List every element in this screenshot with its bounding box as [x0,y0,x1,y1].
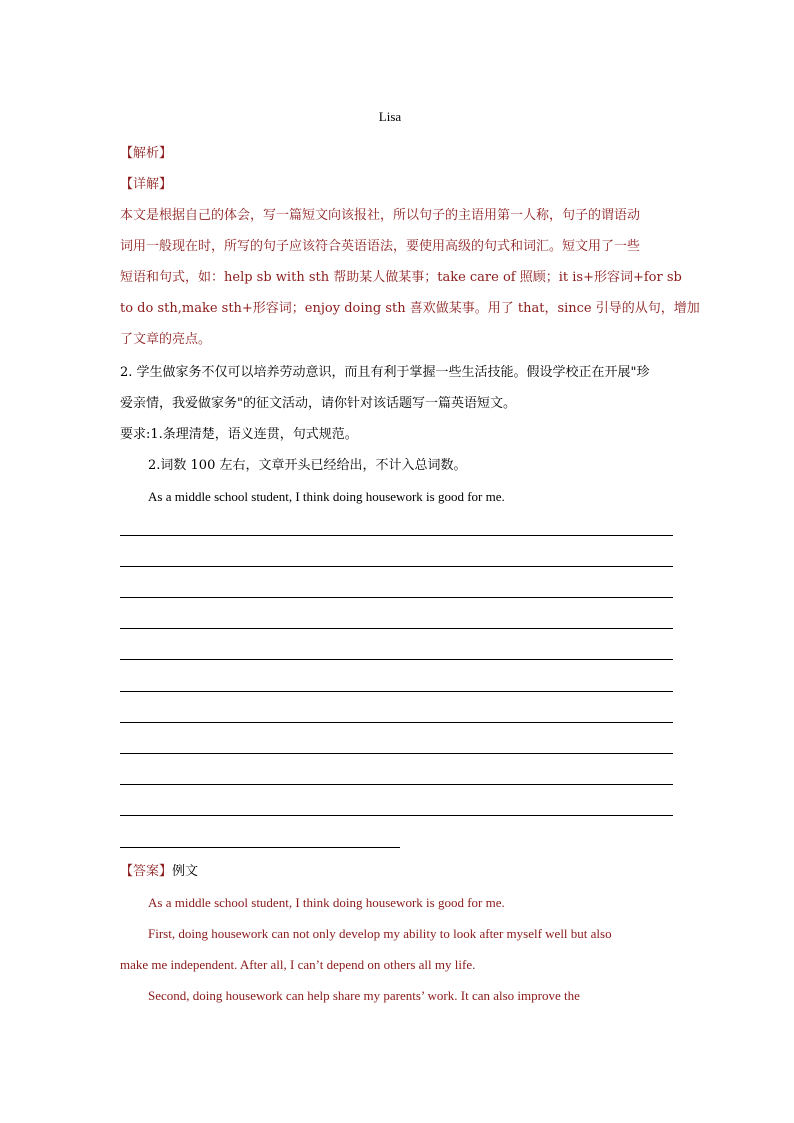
writing-line [120,722,673,723]
answer-line: Second, doing housework can help share my parents’ work. It can also improve the [148,988,580,1003]
answer-line: First, doing housework can not only develop my ability to look after myself well but also [148,926,612,941]
explanation-line: to do sth,make sth+形容词；enjoy doing sth 喜欢做某事。用了 that，since 引导的从句，增加 [120,301,700,316]
answer-heading: 【答案】 [120,864,173,879]
letter-signature: Lisa [378,109,402,124]
answer-label: 例文 [172,864,199,879]
question-prompt-line: 爱亲情，我爱做家务"的征文活动，请你针对该话题写一篇英语短文。 [120,396,516,411]
explanation-line: 词用一般现在时，所写的句子应该符合英语语法，要使用高级的句式和词汇。短文用了一些 [120,239,641,254]
detail-heading: 【详解】 [120,177,173,192]
writing-line [120,628,673,629]
answer-line: As a middle school student, I think doing housework is good for me. [148,895,505,910]
question-prompt-line: 2. 学生做家务不仅可以培养劳动意识，而且有利于掌握一些生活技能。假设学校正在开展"珍 [120,365,650,380]
writing-line [120,659,673,660]
analysis-heading: 【解析】 [120,146,173,161]
requirement-2: 2.词数 100 左右，文章开头已经给出，不计入总词数。 [148,458,467,473]
writing-line [120,535,673,536]
writing-line-short [120,847,400,848]
writing-line [120,691,673,692]
writing-line [120,753,673,754]
writing-line [120,784,673,785]
explanation-line: 了文章的亮点。 [120,332,212,347]
essay-opening-sentence: As a middle school student, I think doing housework is good for me. [148,489,505,504]
writing-line [120,597,673,598]
requirement-1: 要求:1.条理清楚，语义连贯，句式规范。 [120,427,358,442]
writing-line [120,815,673,816]
answer-heading-row [120,864,680,880]
answer-line: make me independent. After all, I can’t depend on others all my life. [120,957,476,972]
writing-line [120,566,673,567]
explanation-line: 本文是根据自己的体会，写一篇短文向该报社，所以句子的主语用第一人称，句子的谓语动 [120,208,641,223]
explanation-line: 短语和句式，如：help sb with sth 帮助某人做某事；take care of 照顾；it is+形容词+for sb [120,270,682,285]
